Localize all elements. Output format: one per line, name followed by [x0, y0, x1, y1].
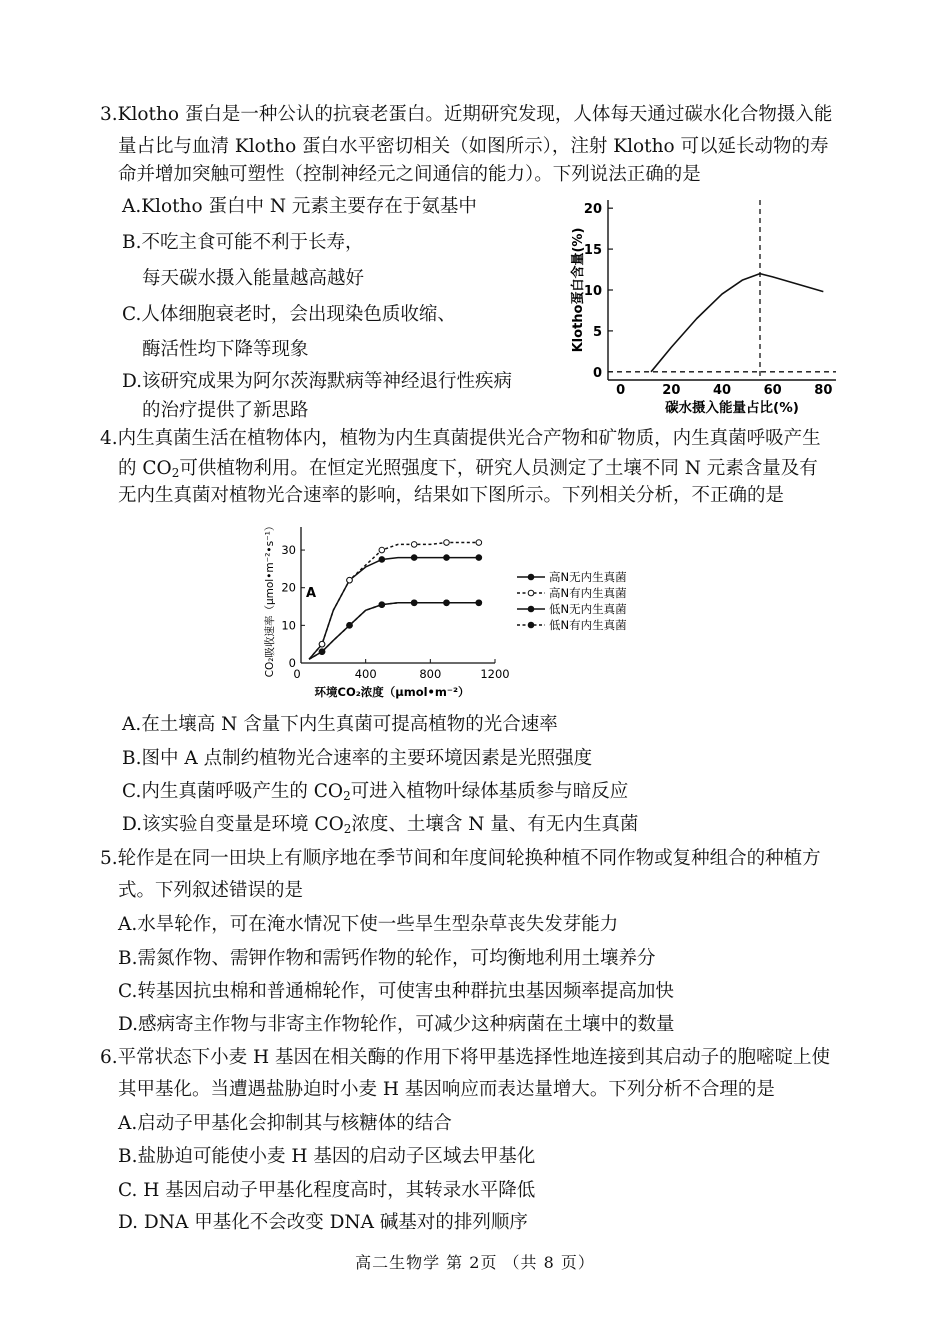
x-tick-label: 800: [419, 667, 442, 681]
q3-option-c-line-2: 酶活性均下降等现象: [142, 339, 309, 360]
q4-stem-line-2: 的 $CO_2$可供植物利用。在恒定光照强度下，研究人员测定了土壤不同 N 元素含量及有: [118, 458, 818, 480]
q4-stem-line-3: 无内生真菌对植物光合速率的影响，结果如下图所示。下列相关分析，不正确的是: [118, 485, 785, 506]
y-tick-label: 10: [281, 618, 296, 633]
q4-option-d: D.该实验自变量是环境 $CO_2$浓度、土壤含 N 量、有无内生真菌: [122, 814, 639, 836]
x-axis-label: 碳水摄入能量占比(%): [665, 400, 799, 416]
series-point: [319, 649, 325, 655]
series-line: [309, 603, 479, 659]
origin-label: 0: [293, 667, 301, 681]
q3-stem-line-2: 量占比与血清 Klotho 蛋白水平密切相关（如图所示），注射 Klotho 可以延长动物的寿: [118, 136, 829, 157]
y-tick-label: 0: [592, 365, 602, 381]
x-tick-label: 0: [616, 383, 626, 398]
series-point: [379, 602, 385, 608]
q5-option-a: A.水旱轮作，可在淹水情况下使一些旱生型杂草丧失发芽能力: [118, 914, 619, 935]
legend-marker: [528, 622, 534, 628]
y-tick-label: 20: [583, 202, 602, 218]
legend-marker: [528, 606, 534, 612]
series-line: [309, 543, 479, 660]
q3-option-c-line-1: C.人体细胞衰老时，会出现染色质收缩、: [122, 304, 456, 325]
q6-option-b: B.盐胁迫可能使小麦 H 基因的启动子区域去甲基化: [118, 1146, 536, 1167]
legend-label: 低N无内生真菌: [549, 602, 627, 616]
q6-option-a: A.启动子甲基化会抑制其与核糖体的结合: [118, 1113, 452, 1134]
x-tick-label: 20: [662, 383, 681, 398]
series-point: [379, 547, 385, 553]
x-tick-label: 400: [354, 667, 377, 681]
page-footer: 高二生物学 第 2页 （共 8 页）: [355, 1253, 595, 1272]
y-tick-label: 5: [592, 324, 602, 340]
x-tick-label: 60: [763, 383, 782, 398]
y-tick-label: 10: [583, 284, 602, 299]
series-point: [476, 600, 482, 606]
series-point: [411, 555, 417, 561]
q4-option-b: B.图中 A 点制约植物光合速率的主要环境因素是光照强度: [122, 748, 593, 769]
q5-option-b: B.需氮作物、需钾作物和需钙作物的轮作，可均衡地利用土壤养分: [118, 948, 656, 969]
y-axis-label: CO₂吸收速率（μmol•m⁻²•s⁻¹）: [264, 520, 276, 678]
q5-stem-line-1: 5.轮作是在同一田块上有顺序地在季节间和年度间轮换种植不同作物或复种组合的种植方: [100, 848, 821, 869]
series-point: [476, 540, 482, 546]
series-point: [319, 641, 325, 647]
q5-stem-line-2: 式。下列叙述错误的是: [118, 880, 304, 901]
q6-option-c: C. H 基因启动子甲基化程度高时，其转录水平降低: [118, 1180, 536, 1201]
q3-option-b-line-1: B.不吃主食可能不利于长寿，: [122, 232, 364, 253]
q4-option-a: A.在土壤高 N 含量下内生真菌可提高植物的光合速率: [122, 714, 558, 735]
klotho-chart: [560, 188, 850, 418]
q6-stem-line-1: 6.平常状态下小麦 H 基因在相关酶的作用下将甲基选择性地连接到其启动子的胞嘧啶上使: [100, 1047, 831, 1068]
x-axis-label: 环境CO₂浓度（μmol•m⁻²）: [314, 685, 470, 699]
q3-option-d-line-1: D.该研究成果为阿尔茨海默病等神经退行性疾病: [122, 371, 513, 392]
y-tick-label: 15: [583, 243, 602, 259]
q3-option-a: A.Klotho 蛋白中 N 元素主要存在于氨基中: [122, 196, 477, 217]
q5-option-d: D.感病寄主作物与非寄主作物轮作，可减少这种病菌在土壤中的数量: [118, 1014, 675, 1035]
legend-marker: [528, 574, 534, 580]
co2-absorption-chart: [255, 505, 655, 703]
series-point: [476, 555, 482, 561]
q6-stem-line-2: 其甲基化。当遭遇盐胁迫时小麦 H 基因响应而表达量增大。下列分析不合理的是: [118, 1079, 775, 1100]
series-point: [444, 555, 450, 561]
q3-stem-line-1: 3.Klotho 蛋白是一种公认的抗衰老蛋白。近期研究发现，人体每天通过碳水化合物摄入能: [100, 104, 833, 125]
series-point: [347, 623, 353, 629]
q3-stem-line-3: 命并增加突触可塑性（控制神经元之间通信的能力）。下列说法正确的是: [118, 164, 701, 185]
point-a-label: A: [306, 586, 317, 601]
q6-option-d: D. DNA 甲基化不会改变 DNA 碱基对的排列顺序: [118, 1212, 528, 1233]
legend-marker: [528, 590, 534, 596]
q3-option-d-line-2: 的治疗提供了新思路: [142, 400, 309, 421]
legend-label: 低N有内生真菌: [549, 618, 627, 632]
y-tick-label: 0: [288, 656, 296, 670]
x-tick-label: 80: [814, 383, 833, 398]
legend-label: 高N无内生真菌: [549, 570, 627, 584]
series-point: [444, 600, 450, 606]
legend-label: 高N有内生真菌: [549, 586, 627, 600]
series-point: [411, 600, 417, 606]
y-tick-label: 30: [281, 543, 296, 558]
q4-stem-line-1: 4.内生真菌生活在植物体内，植物为内生真菌提供光合产物和矿物质，内生真菌呼吸产生: [100, 428, 821, 449]
klotho-curve: [651, 274, 823, 372]
y-axis-label: Klotho蛋白含量(%): [571, 227, 586, 353]
x-tick-label: 1200: [480, 667, 510, 681]
series-point: [379, 557, 385, 563]
x-tick-label: 40: [712, 383, 732, 398]
series-point: [444, 540, 450, 546]
y-tick-label: 20: [281, 580, 296, 595]
q5-option-c: C.转基因抗虫棉和普通棉轮作，可使害虫种群抗虫基因频率提高加快: [118, 981, 674, 1002]
series-point: [347, 577, 353, 583]
series-point: [411, 542, 417, 548]
q3-option-b-line-2: 每天碳水摄入能量越高越好: [142, 268, 365, 289]
q4-option-c: C.内生真菌呼吸产生的 $CO_2$可进入植物叶绿体基质参与暗反应: [122, 781, 629, 803]
series-line: [309, 603, 479, 659]
